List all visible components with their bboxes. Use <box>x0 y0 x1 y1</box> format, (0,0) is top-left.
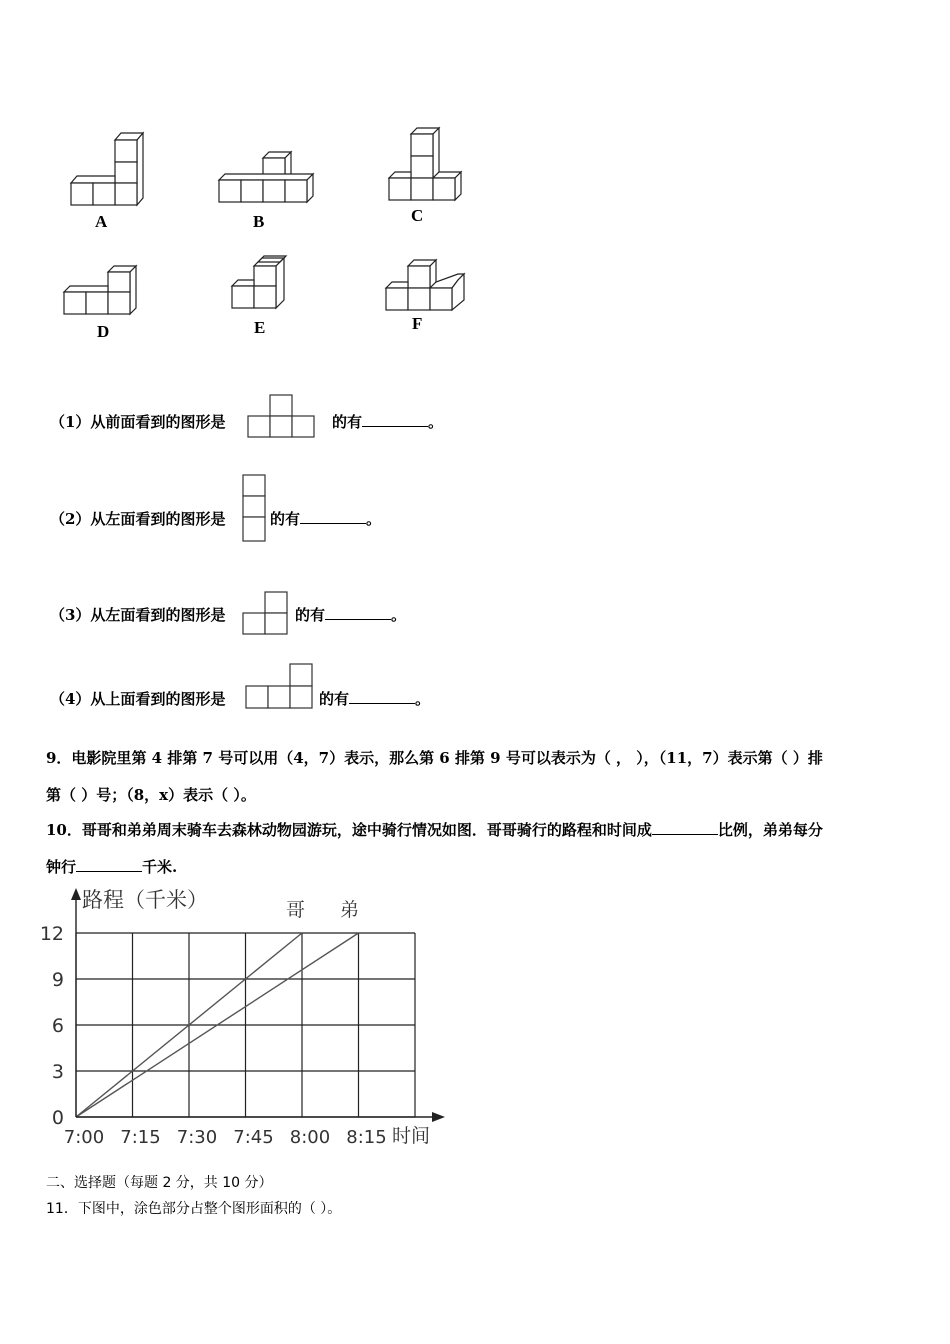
x-tick-label: 8:00 <box>289 1127 331 1148</box>
question-11: 11．下图中，涂色部分占整个图形面积的（ ）。 <box>46 1201 342 1217</box>
x-tick-label: 8:15 <box>346 1127 387 1148</box>
cube-figure-d <box>60 262 155 320</box>
view-question-2-prefix: （2）从左面看到的图形是 <box>50 510 226 528</box>
view-question-3-end: 。 <box>391 606 407 624</box>
distance-time-chart <box>40 880 460 1152</box>
y-tick-label: 0 <box>51 1107 64 1129</box>
chart-x-axis-label: 时间 <box>392 1125 431 1147</box>
answer-blank-4[interactable] <box>349 689 415 704</box>
question-10-line-1 <box>46 819 823 840</box>
x-tick-label: 7:45 <box>233 1127 274 1148</box>
answer-blank-q10-speed[interactable] <box>76 857 142 872</box>
view-question-2-answer <box>270 508 381 529</box>
x-tick-label: 7:00 <box>63 1127 105 1148</box>
answer-blank-1[interactable] <box>362 412 428 427</box>
view-question-2-end: 。 <box>366 510 382 528</box>
x-tick-label: 7:15 <box>120 1127 161 1148</box>
figure-label-f: F <box>412 314 423 333</box>
chart-y-axis-label: 路程（千米） <box>82 888 208 912</box>
view-question-3-prefix: （3）从左面看到的图形是 <box>50 606 226 624</box>
cube-figure-a <box>65 128 155 210</box>
question-9-line-1: 9．电影院里第 4 排第 7 号可以用（4，7）表示，那么第 6 排第 9 号可以表示为（ ， ），（11，7）表示第（ ）排 <box>46 749 823 767</box>
view-question-4-suffix: 的有 <box>319 690 350 708</box>
chart-ticks <box>40 923 387 1148</box>
left-view-shape-tall <box>241 473 269 543</box>
view-question-3 <box>50 604 225 625</box>
view-question-1-end: 。 <box>428 413 444 431</box>
cube-figure-b <box>215 148 320 208</box>
cube-figure-f <box>382 256 472 316</box>
figure-label-c: C <box>411 206 424 225</box>
front-view-shape <box>246 393 316 439</box>
chart-grid <box>76 933 415 1117</box>
view-question-3-answer <box>295 604 406 625</box>
question-10-text-a: 10．哥哥和弟弟周末骑车去森林动物园游玩，途中骑行情况如图．哥哥骑行的路程和时间成 <box>46 821 652 839</box>
legend-label-younger-brother: 弟 <box>340 899 360 921</box>
question-10-line-2 <box>46 856 177 877</box>
y-tick-label: 12 <box>40 923 64 945</box>
figure-label-d: D <box>97 322 110 341</box>
view-question-3-suffix: 的有 <box>295 606 326 624</box>
figure-label-e: E <box>254 318 266 337</box>
question-10-text-b: 比例，弟弟每分 <box>717 821 823 839</box>
view-question-1-prefix: （1）从前面看到的图形是 <box>50 413 226 431</box>
cube-figure-c <box>385 124 470 204</box>
left-view-shape-l <box>241 590 291 636</box>
top-view-shape <box>244 662 316 710</box>
view-question-1-suffix: 的有 <box>332 413 363 431</box>
question-10-text-d: 千米. <box>142 858 178 876</box>
cube-figure-e <box>228 254 298 316</box>
figure-label-b: B <box>253 212 265 231</box>
answer-blank-q10-proportion[interactable] <box>652 820 718 835</box>
question-9-line-2: 第（ ）号；（8，x）表示（ ）。 <box>46 786 256 804</box>
chart-axes <box>71 888 445 1122</box>
view-question-4-prefix: （4）从上面看到的图形是 <box>50 690 226 708</box>
view-question-4-end: 。 <box>415 690 431 708</box>
view-question-4-answer <box>319 688 430 709</box>
x-tick-label: 7:30 <box>176 1127 218 1148</box>
legend-label-brother: 哥 <box>286 899 306 921</box>
view-question-4 <box>50 688 225 709</box>
y-axis-arrow <box>71 888 81 900</box>
view-question-2 <box>50 508 225 529</box>
y-tick-label: 6 <box>51 1015 64 1037</box>
section-2-title: 二、选择题（每题 2 分，共 10 分） <box>46 1175 273 1191</box>
view-question-1 <box>50 411 225 432</box>
y-tick-label: 3 <box>51 1061 64 1083</box>
answer-blank-3[interactable] <box>325 605 391 620</box>
view-question-1-answer <box>332 411 443 432</box>
figure-label-a: A <box>95 212 108 231</box>
answer-blank-2[interactable] <box>300 509 366 524</box>
x-axis-arrow <box>432 1112 445 1122</box>
question-10-text-c: 钟行 <box>46 858 77 876</box>
y-tick-label: 9 <box>51 969 64 991</box>
view-question-2-suffix: 的有 <box>270 510 301 528</box>
